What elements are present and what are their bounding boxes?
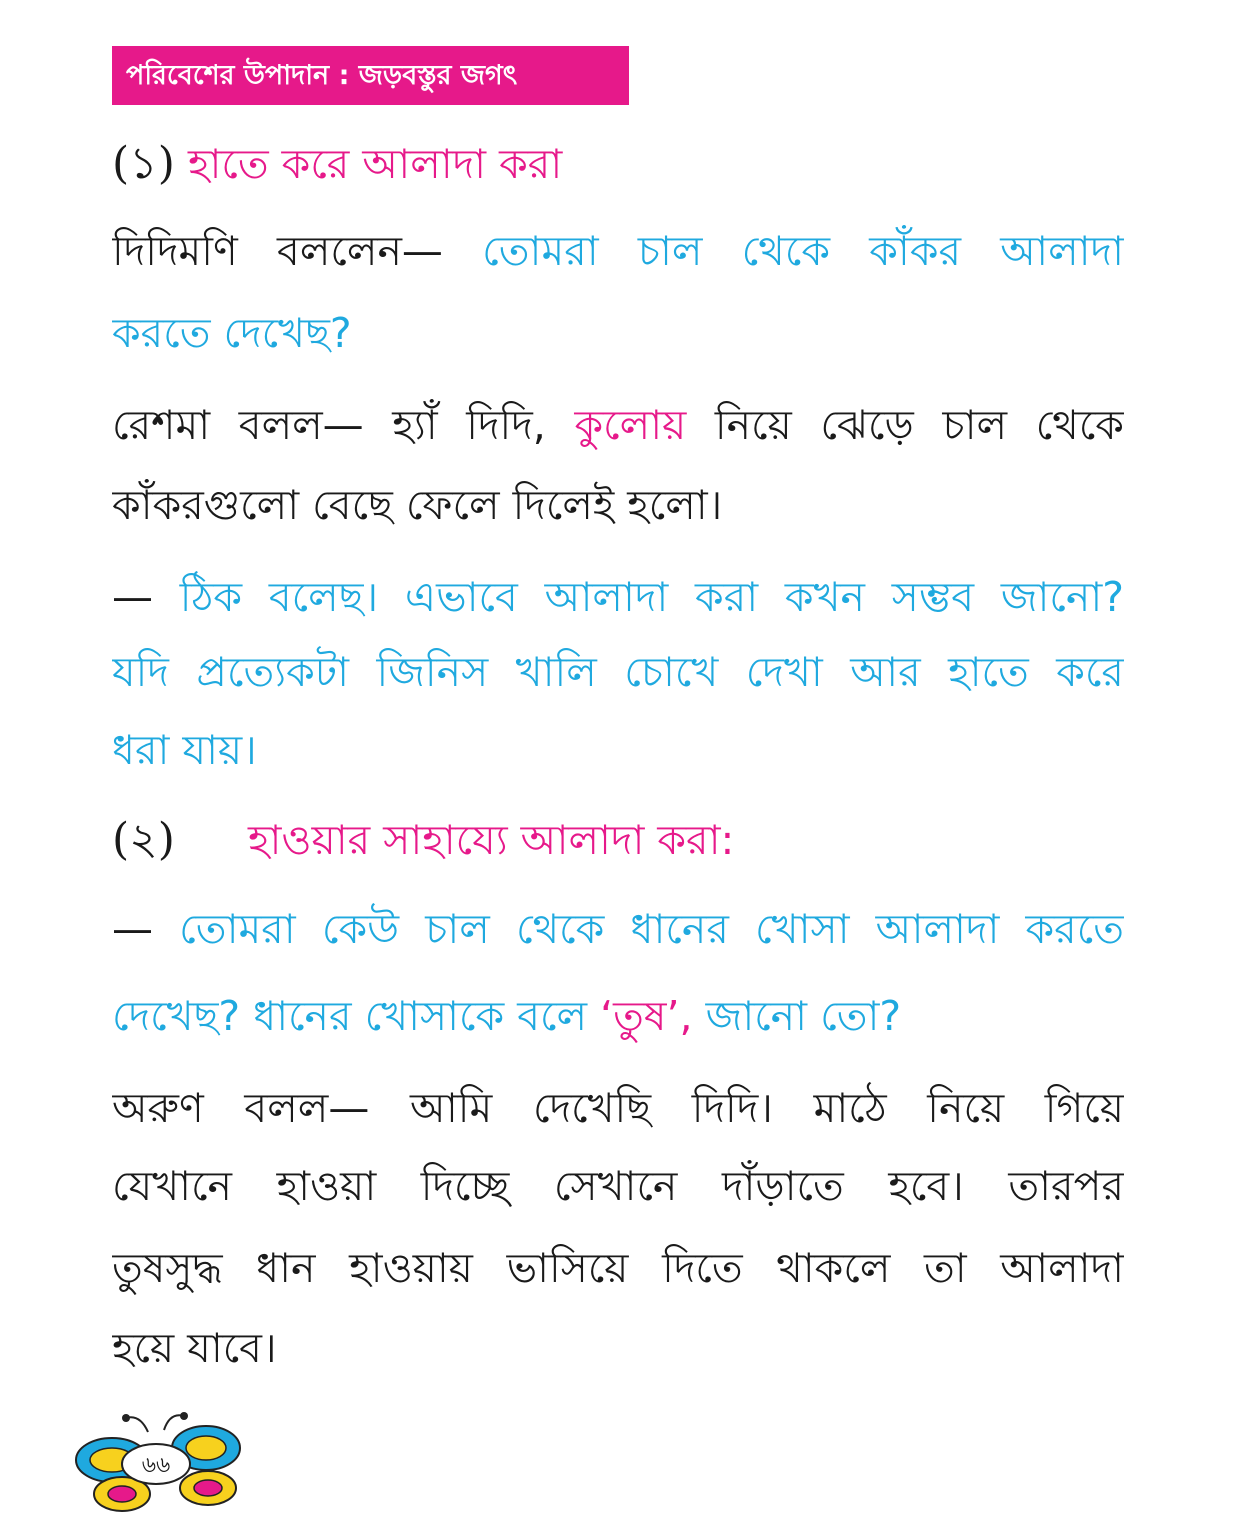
section2-number: (২) bbox=[112, 814, 175, 865]
s2-p2-line4: হয়ে যাবে। bbox=[112, 1324, 277, 1372]
s2-p2-line1: অরুণ বলল— আমি দেখেছি দিদি। মাঠে নিয়ে গিয়ে bbox=[112, 1084, 1124, 1132]
s1-question-part1: তোমরা চাল থেকে কাঁকর আলাদা bbox=[482, 227, 1124, 275]
s2-p2-line3: তুষসুদ্ধ ধান হাওয়ায় ভাসিয়ে দিতে থাকলে তা আলাদা bbox=[112, 1244, 1124, 1292]
s2-p1-dash: — bbox=[112, 905, 153, 953]
s2-p1-line1 bbox=[112, 898, 1124, 967]
s1-speaker: দিদিমণি বললেন— bbox=[112, 227, 443, 275]
s2-p1-text: তোমরা কেউ চাল থেকে ধানের খোসা আলাদা করতে bbox=[179, 905, 1124, 953]
chapter-header: পরিবেশের উপাদান : জড়বস্তুর জগৎ bbox=[112, 46, 629, 105]
s1-p2-line2: কাঁকরগুলো বেছে ফেলে দিলেই হলো। bbox=[112, 481, 723, 529]
s2-p2-line2: যেখানে হাওয়া দিচ্ছে সেখানে দাঁড়াতে হবে। তারপর bbox=[112, 1162, 1124, 1210]
section2-title: হাওয়ার সাহায্যে আলাদা করা: bbox=[248, 816, 735, 864]
s1-p3-line3: ধরা যায়। bbox=[112, 726, 257, 774]
section1-number: (১) bbox=[112, 138, 175, 189]
s1-p2-line1 bbox=[112, 394, 1124, 463]
s1-p3-line2: যদি প্রত্যেকটা জিনিস খালি চোখে দেখা আর হাতে করে bbox=[112, 648, 1124, 696]
s2-p1-text-a: দেখেছ? ধানের খোসাকে বলে bbox=[112, 992, 588, 1040]
s1-p3-text: ঠিক বলেছ। এভাবে আলাদা করা কখন সম্ভব জানো? bbox=[179, 573, 1124, 621]
section1-heading bbox=[112, 130, 1124, 203]
s1-p3-dash: — bbox=[112, 573, 153, 621]
s2-p1-highlight: ‘তুষ’, bbox=[600, 992, 693, 1040]
s1-p2-text-a: রেশমা বলল— হ্যাঁ দিদি, bbox=[112, 401, 546, 449]
s2-p1-text-b: জানো তো? bbox=[705, 992, 902, 1040]
s1-p1-line2: করতে দেখেছ? bbox=[112, 309, 352, 357]
page-number: ৬৬ bbox=[141, 1453, 171, 1478]
s2-p1-line2 bbox=[112, 985, 1124, 1054]
s1-p1-line1 bbox=[112, 220, 1124, 289]
section1-title: হাতে করে আলাদা করা bbox=[187, 140, 563, 188]
s1-p2-highlight: কুলোয় bbox=[574, 401, 687, 449]
s1-p3-line1 bbox=[112, 566, 1124, 635]
section2-heading bbox=[112, 806, 1124, 879]
s1-p2-text-b: নিয়ে ঝেড়ে চাল থেকে bbox=[714, 401, 1124, 449]
